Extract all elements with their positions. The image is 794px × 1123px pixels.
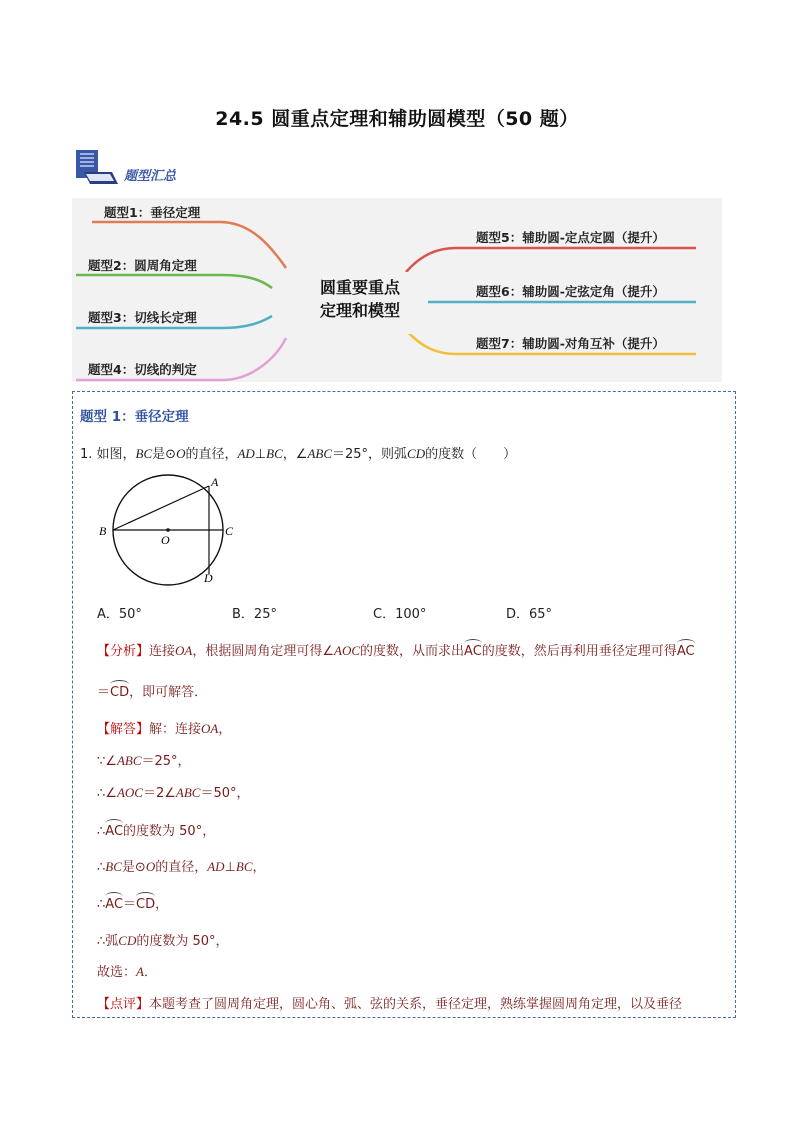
mindmap-center-line-2: 定理和模型 [319,301,400,320]
label-D: D [204,571,213,585]
solution-line-4: ∴AC的度数为 50°， [97,824,216,839]
solution-line-6: ∴AC＝CD， [97,897,169,912]
book-icon [72,148,120,188]
label-A: A [211,475,219,489]
solution-line-5: ∴BC是⊙O的直径，AD⊥BC， [97,859,266,875]
option-a[interactable]: A．50° [97,607,142,622]
solution-line-3: ∴∠AOC＝2∠ABC＝50°， [97,785,250,801]
question-1-stem: 1. 如图，BC是⊙O的直径，AD⊥BC，∠ABC＝25°，则弧CD的度数（ ） [80,446,517,462]
solution-line-8: 故选：A． [97,964,157,980]
section-title: 题型 1：垂径定理 [80,409,189,425]
mindmap-item-3: 题型3：切线长定理 [88,310,197,325]
analysis-line-1: 【分析】连接OA，根据圆周角定理可得∠AOC的度数，从而求出AC的度数，然后再利用垂径定理可得AC [97,643,695,659]
comment-line: 【点评】本题考查了圆周角定理，圆心角、弧、弦的关系，垂径定理，熟练掌握圆周角定理，以及垂径 [97,997,683,1012]
label-B: B [99,524,107,538]
analysis-line-2: ＝CD，即可解答． [97,685,208,700]
mindmap-item-6: 题型6：辅助圆-定弦定角（提升） [476,284,665,299]
mind-map [72,198,722,382]
summary-label: 题型汇总 [124,169,177,184]
circle-figure [95,472,245,592]
mindmap-item-4: 题型4：切线的判定 [88,362,197,377]
solution-line-7: ∴弧CD的度数为 50°， [97,933,229,949]
mindmap-center-line-1: 圆重要重点 [319,278,400,297]
page-title: 24.5 圆重点定理和辅助圆模型（50 题） [215,108,579,130]
option-d[interactable]: D．65° [506,607,553,622]
label-C: C [225,524,234,538]
solution-line-2: ∵∠ABC＝25°， [97,753,191,769]
mindmap-center [294,276,426,322]
option-c[interactable]: C．100° [373,607,427,622]
label-O: O [161,533,170,547]
mindmap-item-7: 题型7：辅助圆-对角互补（提升） [476,336,665,351]
mindmap-item-1: 题型1：垂径定理 [104,205,201,220]
mindmap-item-2: 题型2：圆周角定理 [88,258,197,273]
summary-header [72,148,212,188]
solution-line-1: 【解答】解：连接OA， [97,721,232,737]
mindmap-item-5: 题型5：辅助圆-定点定圆（提升） [476,230,665,245]
option-b[interactable]: B．25° [232,607,277,622]
